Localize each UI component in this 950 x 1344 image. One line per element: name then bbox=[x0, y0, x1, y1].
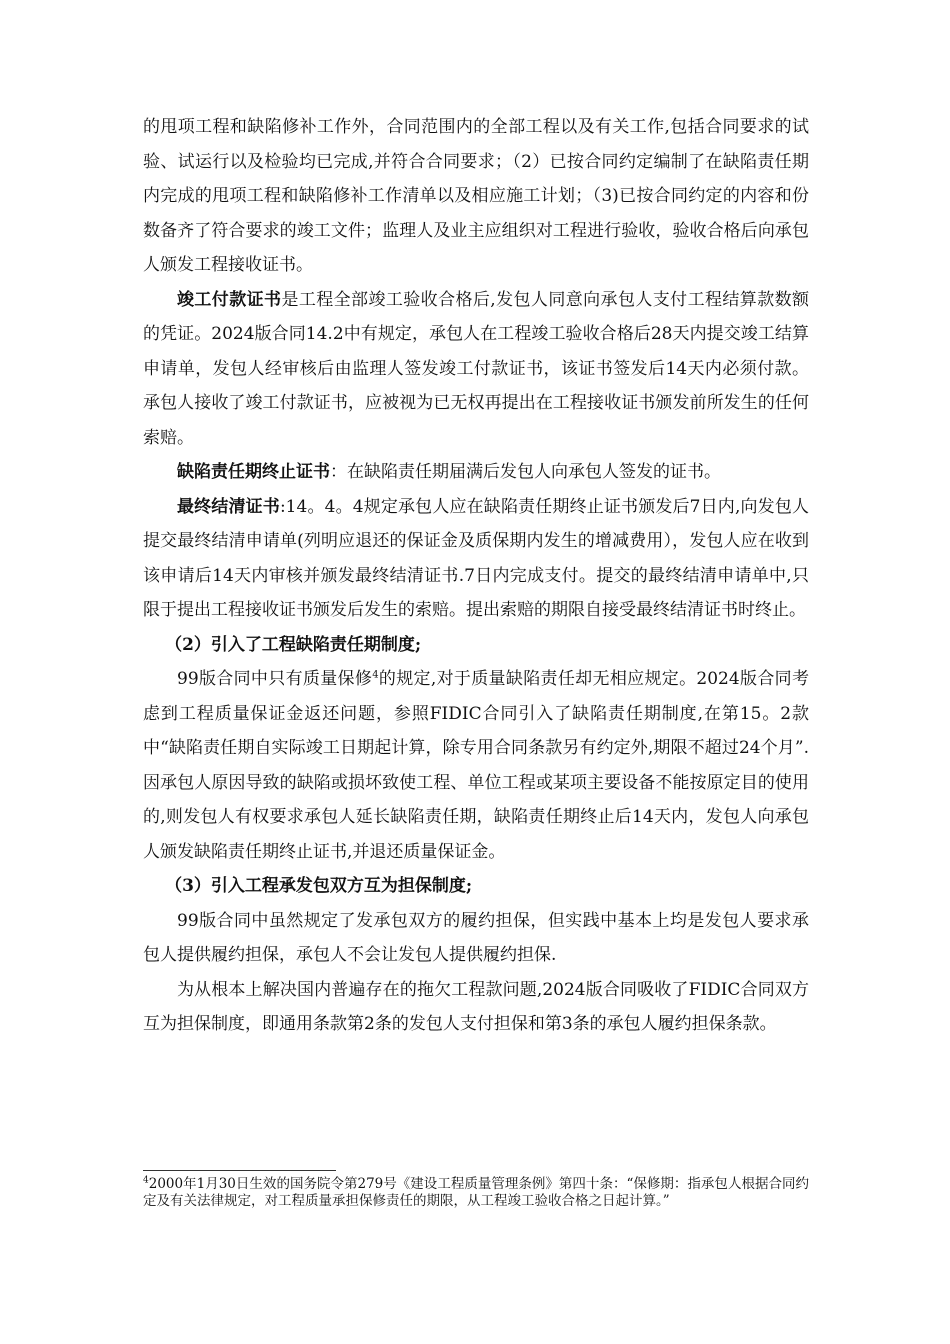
term-final-settlement-certificate: 最终结清证书 bbox=[177, 496, 280, 517]
paragraph-defects-text-after: 的规定,对于质量缺陷责任却无相应规定。2024版合同考虑到工程质量保证金返还问题，参照FIDIC合同引入了缺陷责任期制度,在第15。2款中“缺陷责任期自实际竣工日期起计算，除专用合同条款另有约定外,期限不超过24个月”.因承包人原因导致的缺陷或损坏致使工程、单位工程或某项主要设备不能按原定目的使用的,则发包人有权要求承包人延长缺陷责任期，缺陷责任期终止后14天内，发包人向承包人颁发缺陷责任期终止证书,并退还质量保证金。 bbox=[143, 669, 809, 862]
paragraph-defects-text-before: 99版合同中只有质量保修 bbox=[177, 669, 373, 689]
footnote-reference[interactable]: 4 bbox=[372, 669, 379, 681]
paragraph-completion-payment-certificate bbox=[143, 283, 809, 456]
paragraph-defects-liability-period bbox=[143, 662, 809, 869]
term-defects-period-termination-certificate: 缺陷责任期终止证书 bbox=[177, 462, 330, 482]
paragraph-performance-guarantee: 99版合同中虽然规定了发承包双方的履约担保，但实践中基本上均是发包人要求承包人提供履约担保，承包人不会让发包人提供履约担保. bbox=[143, 910, 809, 965]
footnote-text: 2000年1月30日生效的国务院令第279号《建设工程质量管理条例》第四十条：“保修期：指承包人根据合同约定及有关法律规定，对工程质量承担保修责任的期限，从工程竣工验收合格之日起计算。” bbox=[143, 1176, 809, 1209]
paragraph-mutual-guarantee: 为从根本上解决国内普遍存在的拖欠工程款问题,2024版合同吸收了FIDIC合同双方互为担保制度，即通用条款第2条的发包人支付担保和第3条的承包人履约担保条款。 bbox=[143, 979, 809, 1034]
body-text bbox=[143, 110, 809, 1042]
heading-defects-liability-period: （2）引入了工程缺陷责任期制度; bbox=[165, 634, 422, 655]
paragraph-final-settlement-certificate bbox=[143, 490, 809, 628]
paragraph-acceptance-conditions: 的甩项工程和缺陷修补工作外，合同范围内的全部工程以及有关工作,包括合同要求的试验、试运行以及检验均已完成,并符合合同要求；（2）已按合同约定编制了在缺陷责任期内完成的甩项工程和缺陷修补工作清单以及相应施工计划；（3)已按合同约定的内容和份数备齐了符合要求的竣工文件；监理人及业主应组织对工程进行验收，验收合格后向承包人颁发工程接收证书。 bbox=[143, 117, 809, 275]
term-completion-payment-certificate: 竣工付款证书 bbox=[177, 289, 282, 310]
definition-defects-period-termination-certificate: ：在缺陷责任期届满后发包人向承包人签发的证书。 bbox=[330, 462, 721, 482]
footnote-mark: 4 bbox=[143, 1175, 149, 1186]
paragraph-defects-period-termination-certificate bbox=[143, 455, 809, 490]
heading-mutual-guarantee: （3）引入工程承发包双方互为担保制度; bbox=[165, 876, 473, 896]
footnote bbox=[143, 1176, 809, 1210]
definition-completion-payment-certificate: 是工程全部竣工验收合格后,发包人同意向承包人支付工程结算款数额的凭证。2024版合同14.2中有规定，承包人在工程竣工验收合格后28天内提交竣工结算申请单，发包人经审核后由监理人签发竣工付款证书，该证书签发后14天内必须付款。承包人接收了竣工付款证书，应被视为已无权再提出在工程接收证书颁发前所发生的任何索赔。 bbox=[143, 289, 810, 448]
definition-final-settlement-certificate: :14。4。4规定承包人应在缺陷责任期终止证书颁发后7日内,向发包人提交最终结清申请单(列明应退还的保证金及质保期内发生的增减费用），发包人应在收到该申请后14天内审核并颁发最终结清证书.7日内完成支付。提交的最终结清申请单中,只限于提出工程接收证书颁发后发生的索赔。提出索赔的期限自接受最终结清证书时终止。 bbox=[143, 496, 809, 620]
footnote-divider bbox=[143, 1170, 336, 1171]
